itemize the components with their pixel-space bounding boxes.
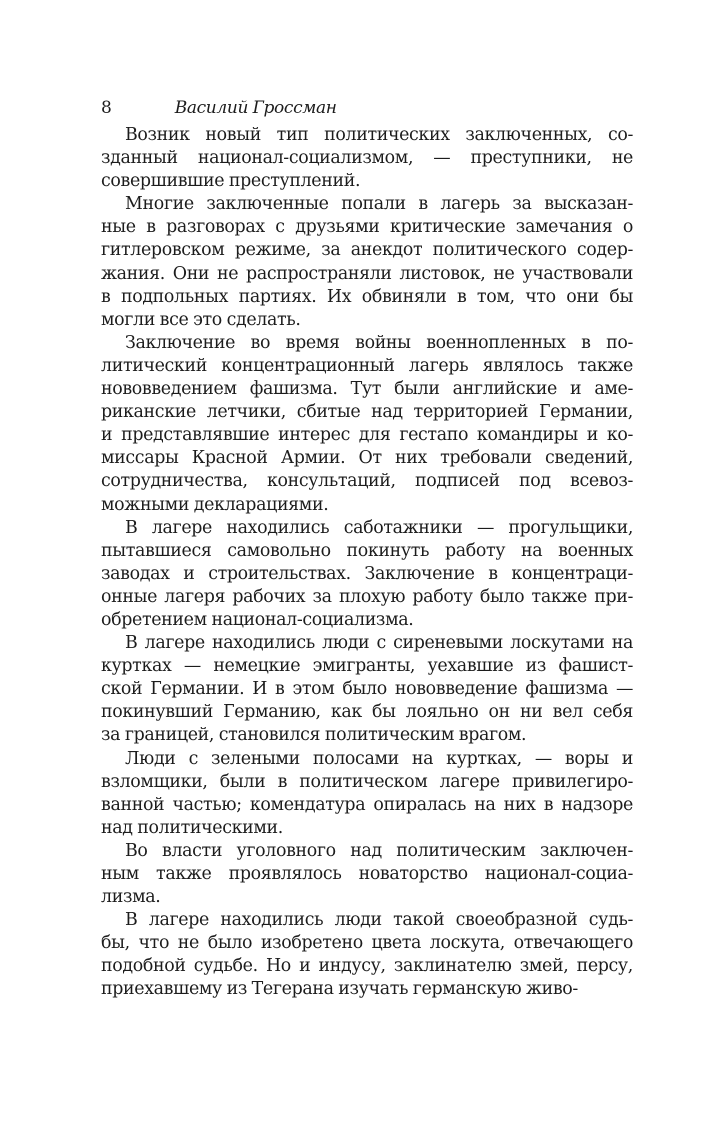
paragraph <box>101 124 633 193</box>
paragraph <box>101 193 633 332</box>
book-page <box>101 94 633 1002</box>
text-line: В лагере находились саботажники — прогульщики, <box>125 517 633 538</box>
running-head <box>101 94 633 122</box>
text-line: онные лагеря рабочих за плохую работу было также при- <box>101 586 633 607</box>
text-line: нововведением фашизма. Тут были английские и аме- <box>101 379 633 400</box>
text-line: Возник новый тип политических заключенных, со- <box>125 125 633 145</box>
text-line: пытавшиеся самовольно покинуть работу на военных <box>101 540 633 561</box>
text-line: гитлеровском режиме, за анекдот политического содер- <box>101 240 633 261</box>
text-line: ской Германии. И в этом было нововведение фашизма — <box>101 679 633 700</box>
text-line: бы, что не было изобретено цвета лоскута, отвечающего <box>101 933 633 954</box>
text-line: ванной частью; комендатура опиралась на них в надзоре <box>101 794 633 815</box>
text-line: обретением национал-социализма. <box>101 609 414 630</box>
text-line: Во власти уголовного над политическим заключен- <box>125 840 633 861</box>
text-line: ные в разговорах с друзьями критические замечания о <box>101 217 633 238</box>
text-line: и представлявшие интерес для гестапо командиры и ко- <box>101 425 633 446</box>
text-line: ным также проявлялось новаторство национал-социа- <box>101 864 633 884</box>
text-line: Заключение во время войны военнопленных в по- <box>125 332 633 353</box>
text-line: над политическими. <box>101 817 283 838</box>
paragraph <box>101 517 633 632</box>
paragraph <box>101 332 633 517</box>
text-line: за границей, становился политическим врагом. <box>101 725 527 746</box>
text-line: покинувший Германию, как бы лояльно он ни вел себя <box>101 702 633 723</box>
text-line: сотрудничества, консультаций, подписей под всевоз- <box>101 471 633 492</box>
text-line: могли все это сделать. <box>101 309 301 330</box>
text-line: литический концентрационный лагерь являлось также <box>101 355 633 376</box>
text-line: взломщики, были в политическом лагере привилегиро- <box>101 771 633 792</box>
page-number: 8 <box>101 98 112 118</box>
text-line: куртках — немецкие эмигранты, уехавшие из фашист- <box>101 656 633 677</box>
text-line: миссары Красной Армии. От них требовали сведений, <box>101 448 633 469</box>
paragraph <box>101 632 633 747</box>
paragraph <box>101 840 633 909</box>
text-line: приехавшему из Тегерана изучать германскую живо- <box>101 979 578 1000</box>
running-head-author: Василий Гроссман <box>174 98 337 118</box>
text-line: заводах и строительствах. Заключение в концентраци- <box>101 563 633 584</box>
paragraph <box>101 909 633 1001</box>
text-line: можными декларациями. <box>101 494 329 515</box>
text-line: жания. Они не распространяли листовок, не участвовали <box>101 263 633 284</box>
text-line: В лагере находились люди такой своеобразной судь- <box>125 910 633 931</box>
text-line: зданный национал-социализмом, — преступники, не <box>101 148 633 169</box>
text-line: В лагере находились люди с сиреневыми лоскутами на <box>125 633 633 654</box>
text-line: Люди с зелеными полосами на куртках, — воры и <box>125 748 633 769</box>
text-line: в подпольных партиях. Их обвиняли в том, что они бы <box>101 286 633 307</box>
text-line: Многие заключенные попали в лагерь за высказан- <box>125 194 633 215</box>
text-body <box>101 124 633 1002</box>
text-line: совершившие преступлений. <box>101 171 361 192</box>
text-line: риканские летчики, сбитые над территорией Германии, <box>101 402 633 423</box>
text-line: лизма. <box>101 887 161 908</box>
paragraph <box>101 748 633 840</box>
text-line: подобной судьбе. Но и индусу, заклинателю змей, персу, <box>101 956 633 977</box>
